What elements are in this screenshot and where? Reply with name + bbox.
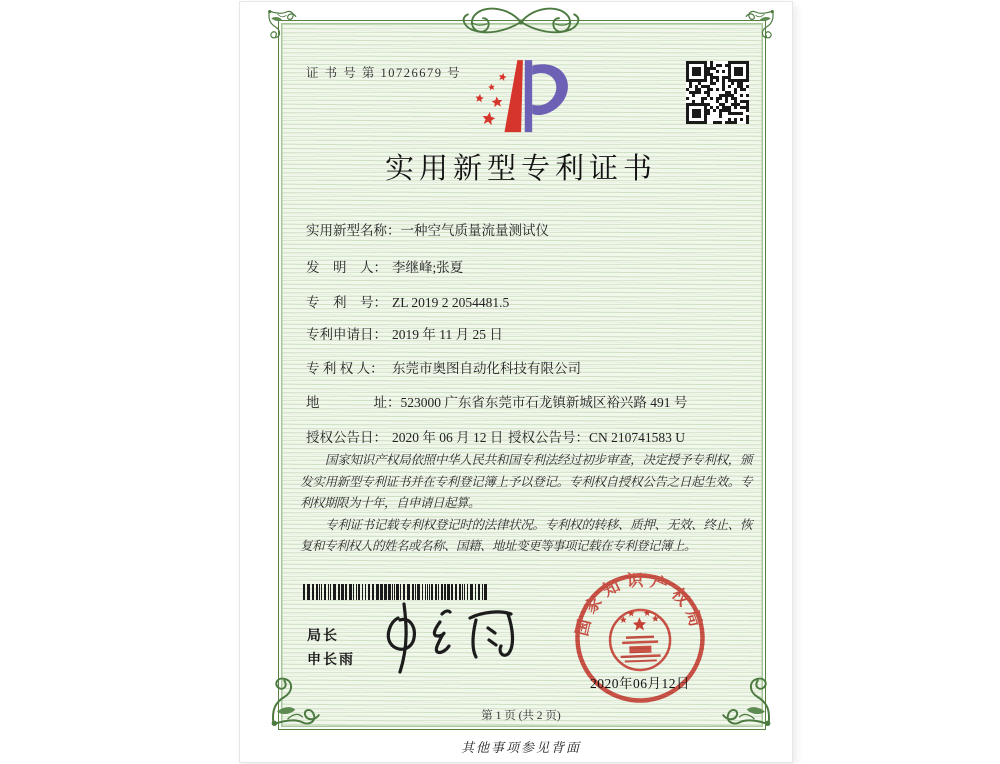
top-left-corner-flourish <box>266 10 300 44</box>
field-label: 专 利 号： <box>306 295 387 310</box>
field-label: 专利申请日： <box>306 327 387 342</box>
field-label: 授权公告号： <box>508 430 589 445</box>
back-side-note: 其他事项参见背面 <box>460 740 581 755</box>
field-row-patent-number <box>306 291 766 311</box>
field-row-grant-number <box>508 426 685 446</box>
field-row-filing-date <box>306 323 766 343</box>
seal-date: 2020年06月12日 <box>590 676 690 691</box>
top-right-corner-flourish <box>742 10 776 44</box>
qr-code <box>686 61 749 124</box>
field-value: 523000 广东省东莞市石龙镇新城区裕兴路 491 号 <box>400 395 688 410</box>
director-signature <box>368 596 538 676</box>
field-row-patentee <box>306 357 766 377</box>
legal-paragraph-1: 国家知识产权局依照中华人民共和国专利法经过初步审查，决定授予专利权，颁发实用新型专利证书并在专利登记簿上予以登记。专利权自授权公告之日起生效。专利权期限为十年，自申请日起算。 <box>300 453 752 510</box>
legal-paragraph-2: 专利证书记载专利权登记时的法律状况。专利权的转移、质押、无效、终止、恢复和专利权人的姓名或名称、国籍、地址变更等事项记载在专利登记簿上。 <box>300 517 752 553</box>
director-title: 局长 <box>307 627 339 643</box>
cnipa-patent-logo-icon <box>462 54 582 142</box>
field-value: 一种空气质量流量测试仪 <box>400 223 549 238</box>
national-emblem <box>609 609 671 671</box>
field-label: 地 址： <box>306 395 401 410</box>
certificate-title: 实用新型专利证书 <box>384 153 657 185</box>
field-row-utility-name <box>306 219 766 239</box>
seal-text: 国家知识产权局 <box>572 570 708 638</box>
field-label: 授权公告日： <box>306 430 387 445</box>
director-name: 申长雨 <box>307 651 355 667</box>
field-row-address <box>306 391 766 411</box>
field-value: 2019 年 11 月 25 日 <box>392 327 503 342</box>
field-value: ZL 2019 2 2054481.5 <box>392 295 510 310</box>
certificate-number: 证 书 号 第 10726679 号 <box>306 66 462 80</box>
field-value: 东莞市奥图自动化科技有限公司 <box>392 361 581 376</box>
field-value: 李继峰;张夏 <box>392 260 464 275</box>
bottom-right-corner-flourish <box>716 668 774 726</box>
top-center-flourish-ornament <box>426 2 616 42</box>
field-value: 2020 年 06 月 12 日 <box>392 430 504 445</box>
field-label: 专 利 权 人： <box>306 361 384 376</box>
legal-text <box>300 450 752 558</box>
field-label: 发 明 人： <box>306 260 387 275</box>
field-value: CN 210741583 U <box>589 430 686 445</box>
field-label: 实用新型名称： <box>306 223 401 238</box>
bottom-left-corner-flourish <box>268 668 326 726</box>
page-number: 第 1 页 (共 2 页) <box>481 710 561 722</box>
field-row-inventor <box>306 256 766 276</box>
